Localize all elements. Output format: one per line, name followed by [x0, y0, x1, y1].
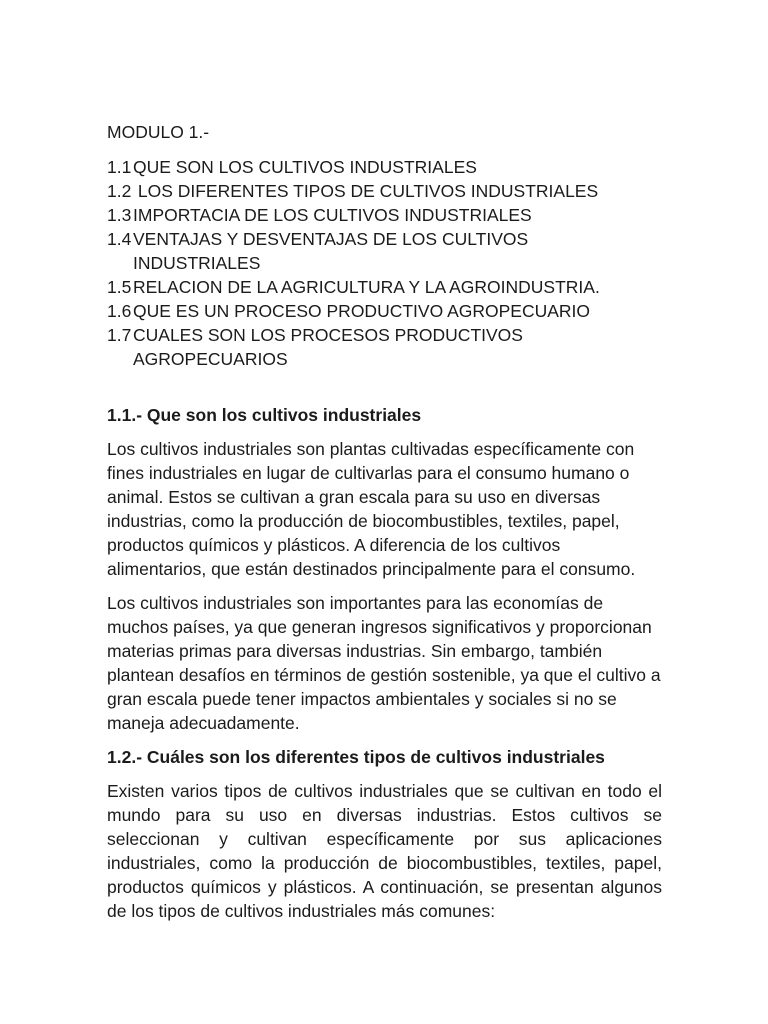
- toc-item: [107, 203, 662, 227]
- paragraph: Los cultivos industriales son importantes para las economías de muchos países, ya que generan ingresos significativos y proporcionan materias primas para diversas industrias. Sin embargo, también plantean desafíos en términos de gestión sostenible, ya que el cultivo a gran escala puede tener impactos ambientales y sociales si no se maneja adecuadamente.: [107, 593, 661, 733]
- toc-text: QUE ES UN PROCESO PRODUCTIVO AGROPECUARIO: [133, 301, 591, 321]
- toc-item: [107, 179, 662, 203]
- toc-text: LOS DIFERENTES TIPOS DE CULTIVOS INDUSTRIALES: [133, 181, 599, 201]
- toc-item: [107, 227, 662, 275]
- document-page: [107, 120, 662, 933]
- section-heading: 1.2.- Cuáles son los diferentes tipos de cultivos industriales: [107, 747, 605, 767]
- toc-number: 1.1: [107, 157, 132, 177]
- toc-number: 1.4: [107, 229, 132, 249]
- toc-number: 1.3: [107, 205, 132, 225]
- section-heading: 1.1.- Que son los cultivos industriales: [107, 405, 422, 425]
- toc-text: CUALES SON LOS PROCESOS PRODUCTIVOS AGROPECUARIOS: [133, 325, 523, 369]
- toc-number: 1.2: [107, 181, 132, 201]
- toc-item: [107, 155, 662, 179]
- toc-number: 1.6: [107, 301, 132, 321]
- toc-text: RELACION DE LA AGRICULTURA Y LA AGROINDUSTRIA.: [133, 277, 600, 297]
- toc-item: [107, 275, 662, 299]
- toc-text: QUE SON LOS CULTIVOS INDUSTRIALES: [133, 157, 477, 177]
- paragraph: Los cultivos industriales son plantas cultivadas específicamente con fines industriales en lugar de cultivarlas para el consumo humano o animal. Estos se cultivan a gran escala para su uso en diversas industrias, como la producción de biocombustibles, textiles, papel, productos químicos y plásticos. A diferencia de los cultivos alimentarios, que están destinados principalmente para el consumo.: [107, 439, 636, 579]
- toc-text: VENTAJAS Y DESVENTAJAS DE LOS CULTIVOS INDUSTRIALES: [133, 229, 529, 273]
- toc-item: [107, 299, 662, 323]
- toc-number: 1.7: [107, 325, 132, 345]
- toc-number: 1.5: [107, 277, 132, 297]
- table-of-contents: [107, 155, 662, 371]
- paragraph: Existen varios tipos de cultivos industriales que se cultivan en todo el mundo para su uso en diversas industrias. Estos cultivos se seleccionan y cultivan específicamente por sus aplicaciones industriales, como la producción de biocombustibles, textiles, papel, productos químicos y plásticos. A continuación, se presentan algunos de los tipos de cultivos industriales más comunes:: [107, 781, 662, 921]
- toc-item: [107, 323, 662, 371]
- module-title: MODULO 1.-: [107, 122, 210, 142]
- toc-text: IMPORTACIA DE LOS CULTIVOS INDUSTRIALES: [133, 205, 532, 225]
